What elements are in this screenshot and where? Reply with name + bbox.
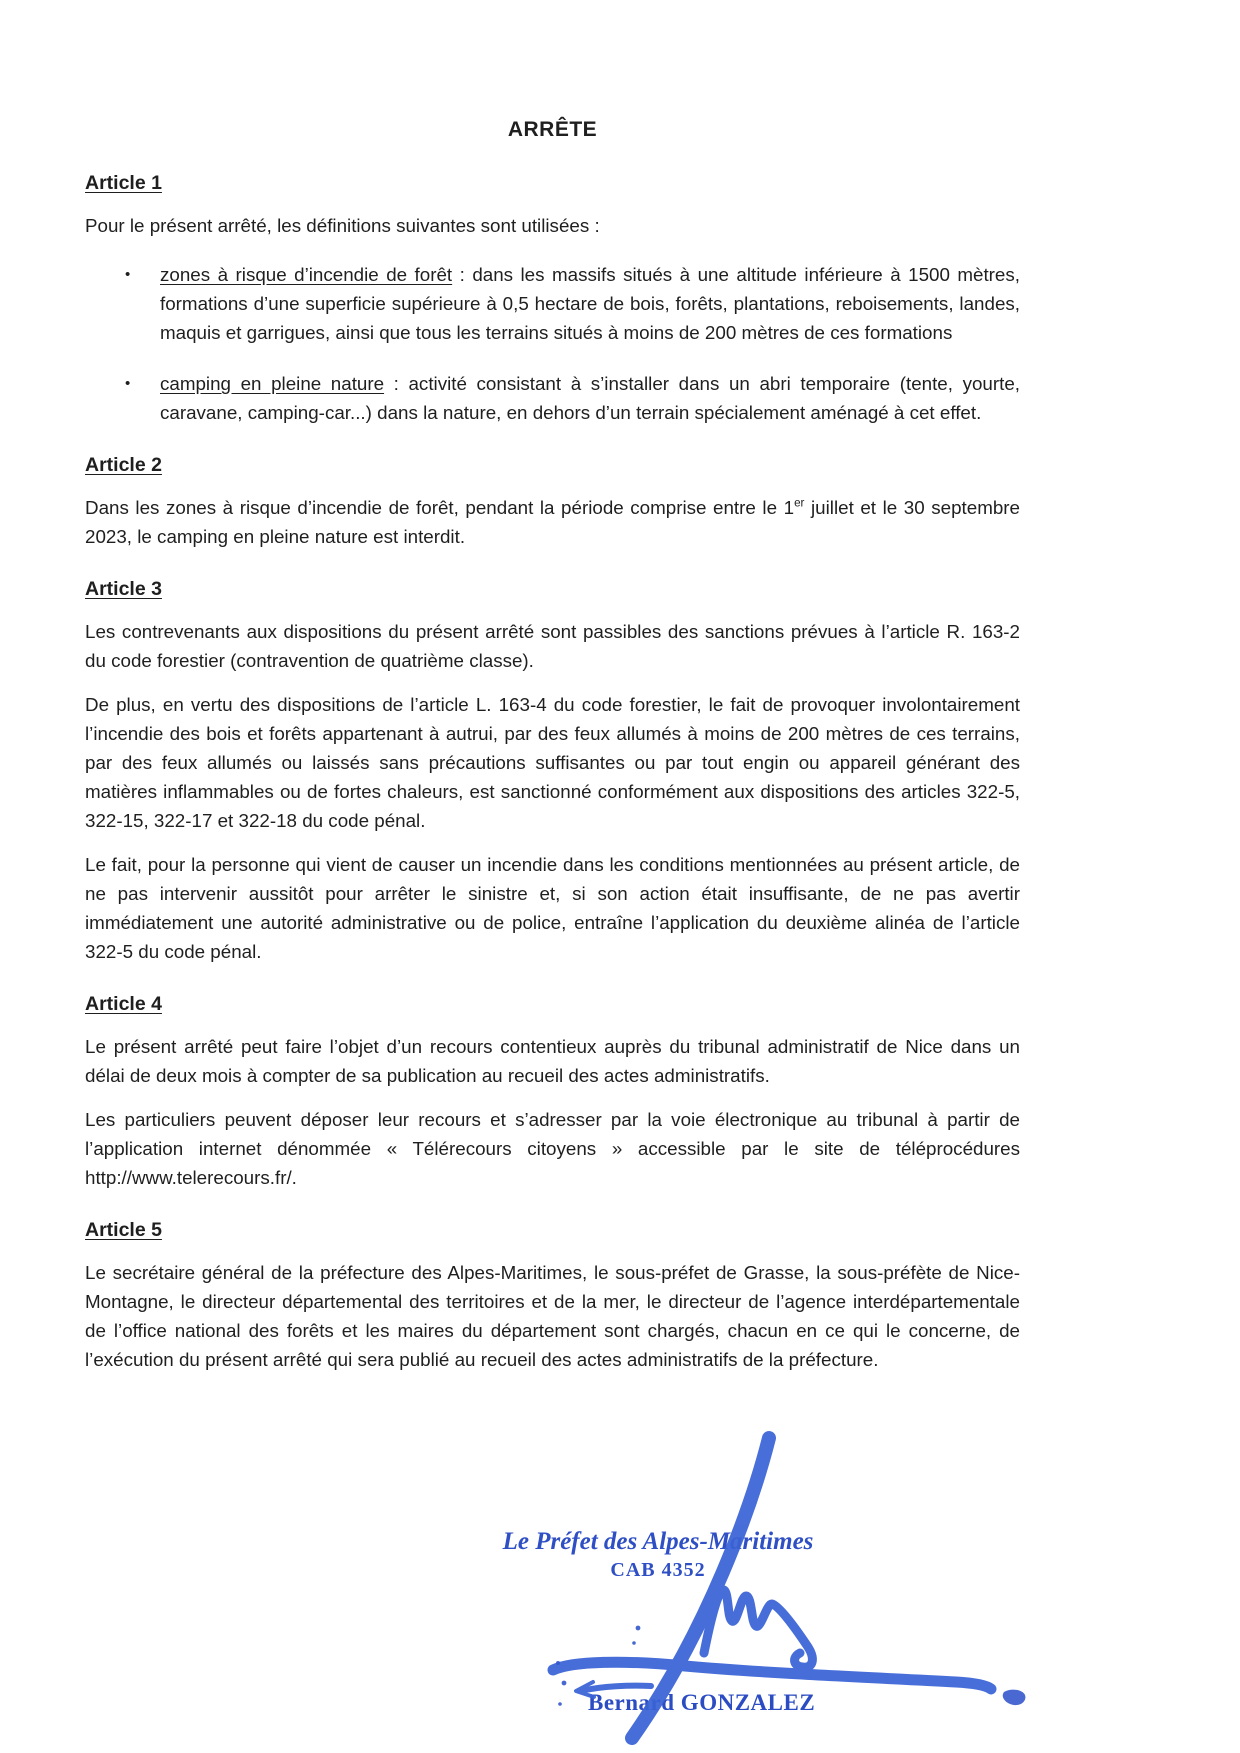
definition-text: activité consistant à s’installer dans un abri temporaire (tente, yourte, caravane, camping-car...) dans la nature, en dehors d’un terrain spécialement aménagé à cet effet.	[160, 373, 1020, 423]
article-5-heading: Article 5	[85, 1219, 162, 1241]
bullet-icon: •	[125, 375, 131, 392]
article-1-heading: Article 1	[85, 172, 162, 194]
article-2-heading: Article 2	[85, 454, 162, 476]
definition-separator: :	[384, 373, 409, 394]
list-item	[85, 369, 1020, 427]
bullet-icon: •	[125, 266, 131, 283]
definition-term: zones à risque d’incendie de forêt	[160, 264, 453, 285]
article-4-paragraph-1: Le présent arrêté peut faire l’objet d’un recours contentieux auprès du tribunal administratif de Nice dans un délai de deux mois à compter de sa publication au recueil des actes administratifs.	[85, 1036, 1020, 1086]
document-title: ARRÊTE	[507, 118, 598, 141]
signatory-name-stamp: Bernard GONZALEZ	[588, 1690, 816, 1715]
definition-separator: :	[452, 264, 473, 285]
article-4-paragraph-2: Les particuliers peuvent déposer leur recours et s’adresser par la voie électronique au tribunal à partir de l’application internet dénommée « Télérecours citoyens » accessible par le site de téléprocédures http://www.telerecours.fr/.	[85, 1109, 1020, 1188]
paragraph-text: Dans les zones à risque d’incendie de forêt, pendant la période comprise entre le 1	[85, 497, 795, 518]
article-2-paragraph	[85, 493, 1020, 551]
definition-term: camping en pleine nature	[160, 373, 385, 394]
document-body	[85, 118, 1020, 1389]
handwritten-signature-ink	[480, 1420, 1040, 1753]
article-1-intro: Pour le présent arrêté, les définitions suivantes sont utilisées :	[85, 215, 600, 236]
prefect-stamp-reference: CAB 4352	[610, 1559, 706, 1581]
article-3-paragraph-2: De plus, en vertu des dispositions de l’article L. 163-4 du code forestier, le fait de provoquer involontairement l’incendie des bois et forêts appartenant à autrui, par des feux allumés à moins de 200 mètres de ces terrains, par des feux allumés ou laissés sans précautions suffisantes ou par tout engin ou appareil générant des matières inflammables ou de fortes chaleurs, est sanctionné conformément aux dispositions des articles 322-5, 322-15, 322-17 et 322-18 du code pénal.	[85, 694, 1020, 831]
article-3-paragraph-3: Le fait, pour la personne qui vient de causer un incendie dans les conditions mentionnées au présent article, de ne pas intervenir aussitôt pour arrêter le sinistre et, si son action était insuffisante, de ne pas avertir immédiatement une autorité administrative ou de police, entraîne l’application du deuxième alinéa de l’article 322-5 du code pénal.	[85, 854, 1020, 962]
definitions-list	[85, 260, 1020, 427]
article-5-paragraph-1: Le secrétaire général de la préfecture des Alpes-Maritimes, le sous-préfet de Grasse, la sous-préfète de Nice-Montagne, le directeur départemental des territoires et de la mer, le directeur de l’agence interdépartementale de l’office national des forêts et les maires du département sont chargés, chacun en ce qui le concerne, de l’exécution du présent arrêté qui sera publié au recueil des actes administratifs de la préfecture.	[85, 1262, 1020, 1370]
article-4-heading: Article 4	[85, 993, 162, 1015]
list-item	[85, 260, 1020, 347]
article-3-heading: Article 3	[85, 578, 162, 600]
paragraph-text: juillet et le 30 septembre 2023, le camping en pleine nature est interdit.	[85, 497, 1020, 547]
article-3-paragraph-1: Les contrevenants aux dispositions du présent arrêté sont passibles des sanctions prévues à l’article R. 163-2 du code forestier (contravention de quatrième classe).	[85, 621, 1020, 671]
definition-text: dans les massifs situés à une altitude inférieure à 1500 mètres, formations d’une superficie supérieure à 0,5 hectare de bois, forêts, plantations, reboisements, landes, maquis et garrigues, ainsi que tous les terrains situés à moins de 200 mètres de ces formations	[160, 264, 1020, 343]
ordinal-superscript: er	[794, 496, 805, 510]
prefect-stamp-title: Le Préfet des Alpes-Maritimes	[502, 1528, 814, 1555]
